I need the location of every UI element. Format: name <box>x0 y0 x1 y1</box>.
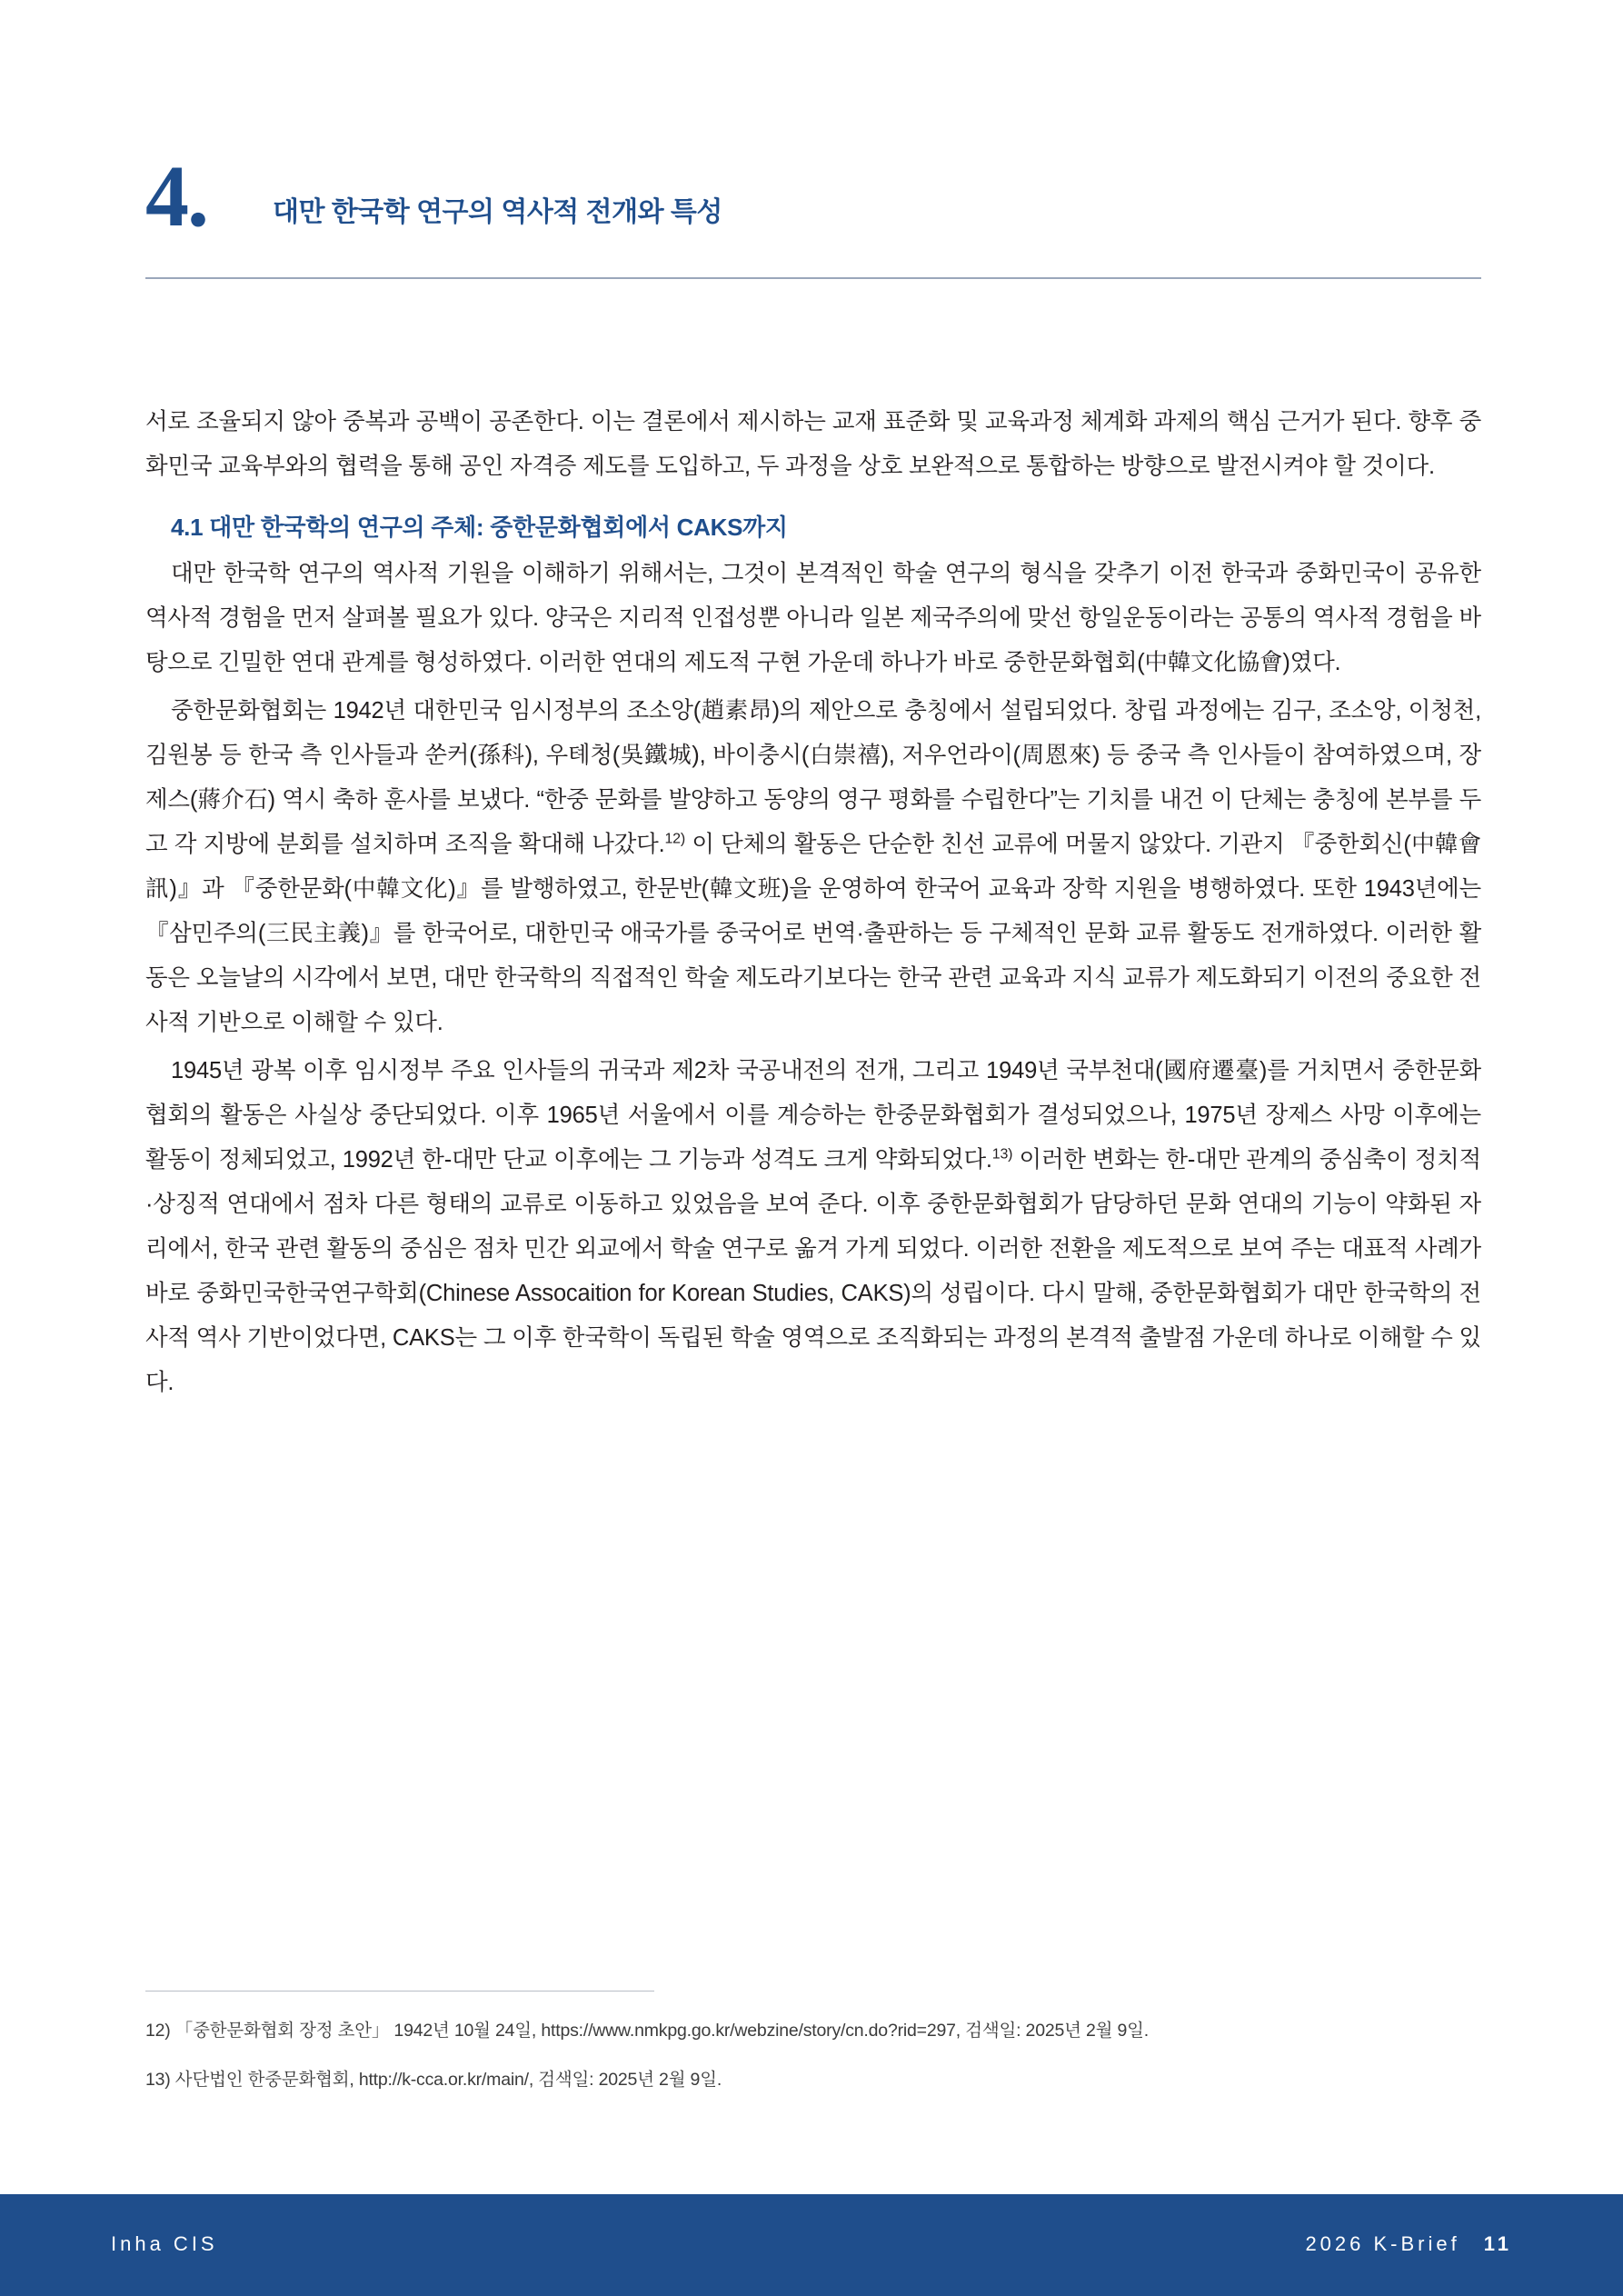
paragraph-postwar-part1: 1945년 광복 이후 임시정부 주요 인사들의 귀국과 제2차 국공내전의 전개, 그리고 1949년 국부천대(國府遷臺)를 거치면서 중한문화협회의 활동은 사실상 중단되었다. 이후 1965년 서울에서 이를 계승하는 한중문화협회가 결성되었으나, 1975년 장제스 사망 이후에는 활동이 정체되었고, 1992년 한-대만 단교 이후에는 그 기능과 성격도 크게 약화되었다. <box>145 1058 1481 1173</box>
header-divider <box>145 277 1481 279</box>
section-header <box>145 147 1481 264</box>
footnotes-section <box>145 1991 1481 2113</box>
paragraph-origins: 대만 한국학 연구의 역사적 기원을 이해하기 위해서는, 그것이 본격적인 학술 연구의 형식을 갖추기 이전 한국과 중화민국이 공유한 역사적 경험을 먼저 살펴볼 필요가 있다. 양국은 지리적 인접성뿐 아니라 일본 제국주의에 맞선 항일운동이라는 공통의 역사적 경험을 바탕으로 긴밀한 연대 관계를 형성하였다. 이러한 연대의 제도적 구현 가운데 하나가 바로 중한문화협회(中韓文化協會)였다. <box>145 561 1481 675</box>
footer-meta <box>1305 2232 1512 2256</box>
section-number: 4. <box>145 147 207 245</box>
paragraph-intro: 서로 조율되지 않아 중복과 공백이 공존한다. 이는 결론에서 제시하는 교재 표준화 및 교육과정 체계화 과제의 핵심 근거가 된다. 향후 중화민국 교육부와의 협력을 통해 공인 자격증 제도를 도입하고, 두 과정을 상호 보완적으로 통합하는 방향으로 발전시켜야 할 것이다. <box>145 409 1481 479</box>
paragraph-postwar-part2: 이러한 변화는 한-대만 관계의 중심축이 정치적·상징적 연대에서 점차 다른 형태의 교류로 이동하고 있었음을 보여 준다. 이후 중한문화협회가 담당하던 문화 연대의 기능이 약화된 자리에서, 한국 관련 활동의 중심은 점차 민간 외교에서 학술 연구로 옮겨 가게 되었다. 이러한 전환을 제도적으로 보여 주는 대표적 사례가 바로 중화민국한국연구학회(Chinese Assocaition for Korean Studies, CAKS)의 성립이다. 다시 말해, 중한문화협회가 대만 한국학의 전사적 역사 기반이었다면, CAKS는 그 이후 한국학이 독립된 학술 영역으로 조직화되는 과정의 본격적 출발점 가운데 하나로 이해할 수 있다. <box>145 1147 1481 1395</box>
footer-series: 2026 K-Brief <box>1305 2232 1460 2255</box>
paragraph-association-part1: 중한문화협회는 1942년 대한민국 임시정부의 조소앙(趙素昂)의 제안으로 충칭에서 설립되었다. 창립 과정에는 김구, 조소앙, 이청천, 김원봉 등 한국 측 인사들과 쑨커(孫科), 우톄청(吳鐵城), 바이충시(白崇禧), 저우언라이(周恩來) 등 중국 측 인사들이 참여하였으며, 장제스(蔣介石) 역시 축하 훈사를 보냈다. “한중 문화를 발양하고 동양의 영구 평화를 수립한다”는 기치를 내건 이 단체는 충칭에 본부를 두고 각 지방에 분회를 설치하며 조직을 확대해 나갔다. <box>145 698 1481 857</box>
paragraph-association <box>145 689 1481 1045</box>
footnote-divider <box>145 1991 654 1992</box>
paragraph-association-part2: 이 단체의 활동은 단순한 친선 교류에 머물지 않았다. 기관지 『중한회신(中韓會訊)』과 『중한문화(中韓文化)』를 발행하였고, 한문반(韓文班)을 운영하여 한국어 교육과 장학 지원을 병행하였다. 또한 1943년에는 『삼민주의(三民主義)』를 한국어로, 대한민국 애국가를 중국어로 번역·출판하는 등 구체적인 문화 교류 활동도 전개하였다. 이러한 활동은 오늘날의 시각에서 보면, 대만 한국학의 직접적인 학술 제도라기보다는 한국 관련 교육과 지식 교류가 제도화되기 이전의 중요한 전사적 기반으로 이해할 수 있다. <box>145 832 1481 1035</box>
footnote-13: 13) 사단법인 한중문화협회, http://k-cca.or.kr/main/, 검색일: 2025년 2월 9일. <box>145 2070 722 2090</box>
document-body <box>145 400 1481 1405</box>
subsection-heading: 4.1 대만 한국학의 연구의 주체: 중한문화협회에서 CAKS까지 <box>171 514 788 541</box>
footnote-12: 12) 「중한문화협회 장정 초안」 1942년 10월 24일, https://www.nmkpg.go.kr/webzine/story/cn.do?rid=297, 검색일: 2025년 2월 9일. <box>145 2021 1149 2041</box>
page-number: 11 <box>1483 2232 1512 2255</box>
page-footer <box>0 2194 1623 2296</box>
footer-publisher: Inha CIS <box>111 2232 218 2255</box>
paragraph-postwar <box>145 1049 1481 1405</box>
footnote-marker-13[interactable]: 13) <box>991 1146 1013 1163</box>
footnote-marker-12[interactable]: 12) <box>664 831 686 847</box>
section-title: 대만 한국학 연구의 역사적 전개와 특성 <box>273 197 722 227</box>
